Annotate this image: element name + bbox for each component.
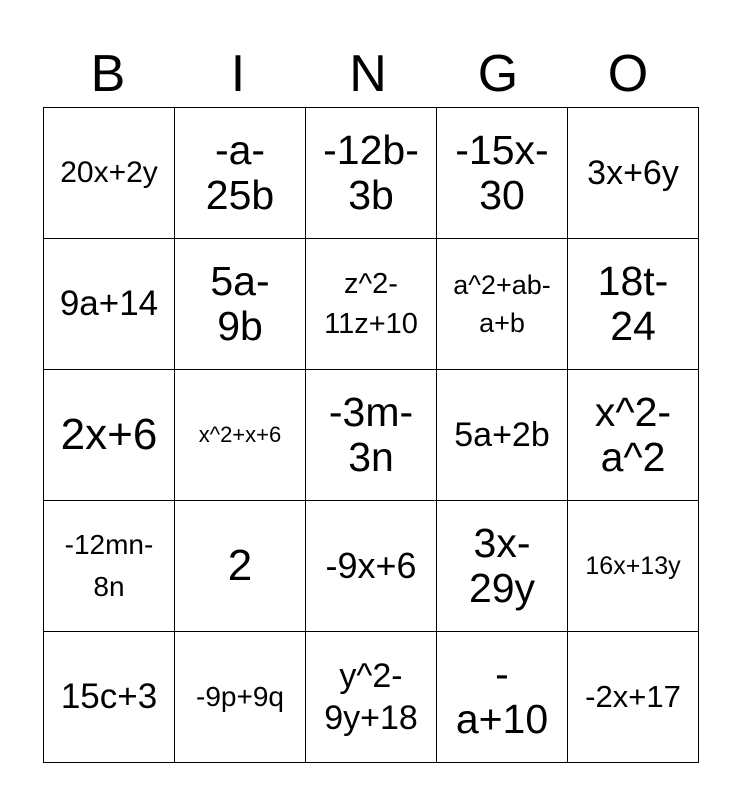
- bingo-cell[interactable]: [437, 370, 568, 501]
- cell-text: x^2+x+6: [198, 422, 282, 447]
- cell-text: -2x+17: [585, 679, 681, 714]
- cell-text: x^2- a^2: [594, 389, 672, 480]
- cell-text: -12b- 3b: [323, 127, 419, 218]
- bingo-cell[interactable]: [568, 370, 699, 501]
- bingo-cell[interactable]: [306, 501, 437, 632]
- bingo-cell[interactable]: [437, 632, 568, 763]
- cell-text: 20x+2y: [60, 156, 158, 189]
- cell-text: -a- 25b: [205, 127, 275, 218]
- bingo-cell[interactable]: [44, 632, 175, 763]
- cell-text: 3x+6y: [587, 154, 679, 192]
- header-letter-g: G: [477, 45, 519, 103]
- cell-text: 5a- 9b: [210, 258, 270, 349]
- cell-text: -12mn- 8n: [64, 529, 154, 602]
- bingo-cell[interactable]: [175, 239, 306, 370]
- bingo-cell[interactable]: [306, 632, 437, 763]
- cell-text: -15x- 30: [455, 127, 549, 218]
- bingo-cell[interactable]: [568, 239, 699, 370]
- cell-text: 3x- 29y: [468, 520, 536, 611]
- bingo-header: [43, 40, 693, 108]
- cell-text: y^2- 9y+18: [324, 657, 418, 737]
- header-letter-b: B: [90, 45, 126, 103]
- cell-text: -9p+9q: [196, 681, 284, 712]
- cell-text: 5a+2b: [454, 416, 550, 454]
- bingo-cell[interactable]: [175, 370, 306, 501]
- cell-text: 18t- 24: [597, 258, 669, 349]
- bingo-cell[interactable]: [437, 108, 568, 239]
- cell-text: 2x+6: [60, 410, 158, 459]
- cell-text: 15c+3: [60, 677, 158, 716]
- bingo-row: [44, 632, 699, 763]
- bingo-cell[interactable]: [306, 370, 437, 501]
- header-letter-n: N: [349, 45, 387, 103]
- cell-text: 16x+13y: [585, 552, 681, 580]
- cell-text: a^2+ab- a+b: [453, 270, 551, 338]
- cell-text: 9a+14: [59, 284, 159, 323]
- bingo-row: [44, 370, 699, 501]
- bingo-cell[interactable]: [175, 632, 306, 763]
- bingo-cell[interactable]: [175, 108, 306, 239]
- cell-text: -9x+6: [325, 545, 417, 586]
- bingo-cell[interactable]: [437, 501, 568, 632]
- header-letter-o: O: [607, 45, 649, 103]
- bingo-cell[interactable]: [568, 632, 699, 763]
- bingo-cell[interactable]: [568, 108, 699, 239]
- bingo-cell[interactable]: [437, 239, 568, 370]
- bingo-card-grid: [43, 107, 699, 763]
- bingo-row: [44, 501, 699, 632]
- bingo-cell[interactable]: [44, 108, 175, 239]
- cell-text: 2: [227, 541, 253, 590]
- bingo-cell[interactable]: [44, 370, 175, 501]
- bingo-cell[interactable]: [44, 501, 175, 632]
- bingo-row: [44, 108, 699, 239]
- bingo-row: [44, 239, 699, 370]
- bingo-cell[interactable]: [306, 108, 437, 239]
- header-letter-i: I: [230, 45, 246, 103]
- bingo-cell[interactable]: [44, 239, 175, 370]
- cell-text: z^2- 11z+10: [324, 268, 418, 340]
- cell-text: -3m- 3n: [328, 389, 414, 480]
- bingo-cell[interactable]: [175, 501, 306, 632]
- bingo-cell[interactable]: [568, 501, 699, 632]
- cell-text: - a+10: [455, 651, 549, 742]
- bingo-cell[interactable]: [306, 239, 437, 370]
